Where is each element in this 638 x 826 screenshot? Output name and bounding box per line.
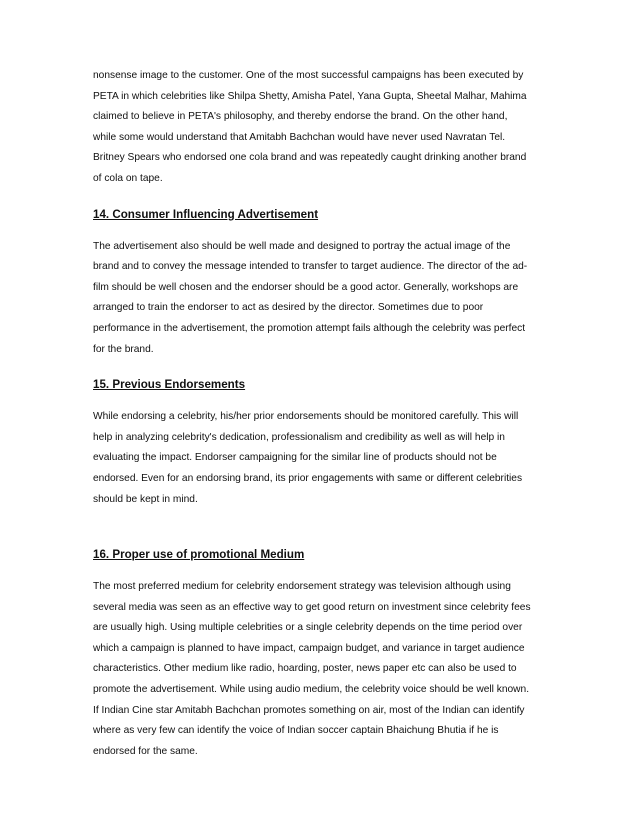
paragraph-line: The most preferred medium for celebrity endorsement strategy was television although using: [93, 581, 511, 593]
paragraph-line: help in analyzing celebrity's dedication, professionalism and credibility as well as will help in: [93, 431, 505, 443]
paragraph-line: film should be well chosen and the endorser should be a good actor. Generally, workshops are: [93, 281, 519, 293]
section-14-heading: 14. Consumer Influencing Advertisement: [93, 207, 319, 221]
paragraph-line: characteristics. Other medium like radio, hoarding, poster, news paper etc can also be used to: [93, 663, 517, 675]
paragraph-line: evaluating the impact. Endorser campaigning for the similar line of products should not be: [93, 452, 497, 464]
paragraph-line: claimed to believe in PETA's philosophy, and thereby endorse the brand. On the other hand,: [93, 111, 508, 123]
paragraph-line: while some would understand that Amitabh Bachchan would have never used Navratan Tel.: [93, 131, 506, 143]
paragraph-line: several media was seen as an effective way to get good return on investment since celebrity fees: [93, 601, 531, 613]
paragraph-line: The advertisement also should be well made and designed to portray the actual image of the: [93, 240, 511, 252]
paragraph-line: brand and to convey the message intended to transfer to target audience. The director of the ad-: [93, 261, 528, 273]
section-16-heading: 16. Proper use of promotional Medium: [93, 548, 305, 562]
paragraph-line: endorsed for the same.: [93, 745, 198, 757]
section-14-paragraph: [93, 237, 553, 361]
paragraph-line: for the brand.: [93, 343, 154, 355]
paragraph-line: nonsense image to the customer. One of the most successful campaigns has been executed by: [93, 70, 524, 81]
paragraph-line: PETA in which celebrities like Shilpa Shetty, Amisha Patel, Yana Gupta, Sheetal Malhar, Mahima: [93, 90, 527, 102]
paragraph-line: performance in the advertisement, the promotion attempt fails although the celebrity was perfect: [93, 322, 526, 334]
paragraph-line: arranged to train the endorser to act as desired by the director. Sometimes due to poor: [93, 302, 484, 314]
paragraph-line: should be kept in mind.: [93, 493, 198, 505]
section-15-heading: 15. Previous Endorsements: [93, 378, 246, 392]
intro-paragraph: [93, 66, 553, 190]
paragraph-line: promote the advertisement. While using audio medium, the celebrity voice should be well known.: [93, 684, 530, 696]
paragraph-line: of cola on tape.: [93, 172, 163, 184]
section-16-paragraph: [93, 577, 553, 762]
section-15-paragraph: [93, 407, 553, 510]
paragraph-line: Britney Spears who endorsed one cola brand and was repeatedly caught drinking another brand: [93, 152, 527, 164]
paragraph-line: are usually high. Using multiple celebrities or a single celebrity depends on the time period over: [93, 622, 523, 634]
paragraph-line: where as very few can identify the voice of Indian soccer captain Bhaichung Bhutia if he is: [93, 725, 499, 737]
paragraph-line: endorsed. Even for an endorsing brand, its prior engagements with same or different celebrities: [93, 472, 523, 484]
paragraph-line: While endorsing a celebrity, his/her prior endorsements should be monitored carefully. This will: [93, 411, 519, 423]
paragraph-line: which a campaign is planned to have impact, campaign budget, and variance in target audience: [93, 642, 525, 654]
document-page: [93, 64, 553, 762]
paragraph-line: If Indian Cine star Amitabh Bachchan promotes something on air, most of the Indian can identify: [93, 704, 525, 716]
